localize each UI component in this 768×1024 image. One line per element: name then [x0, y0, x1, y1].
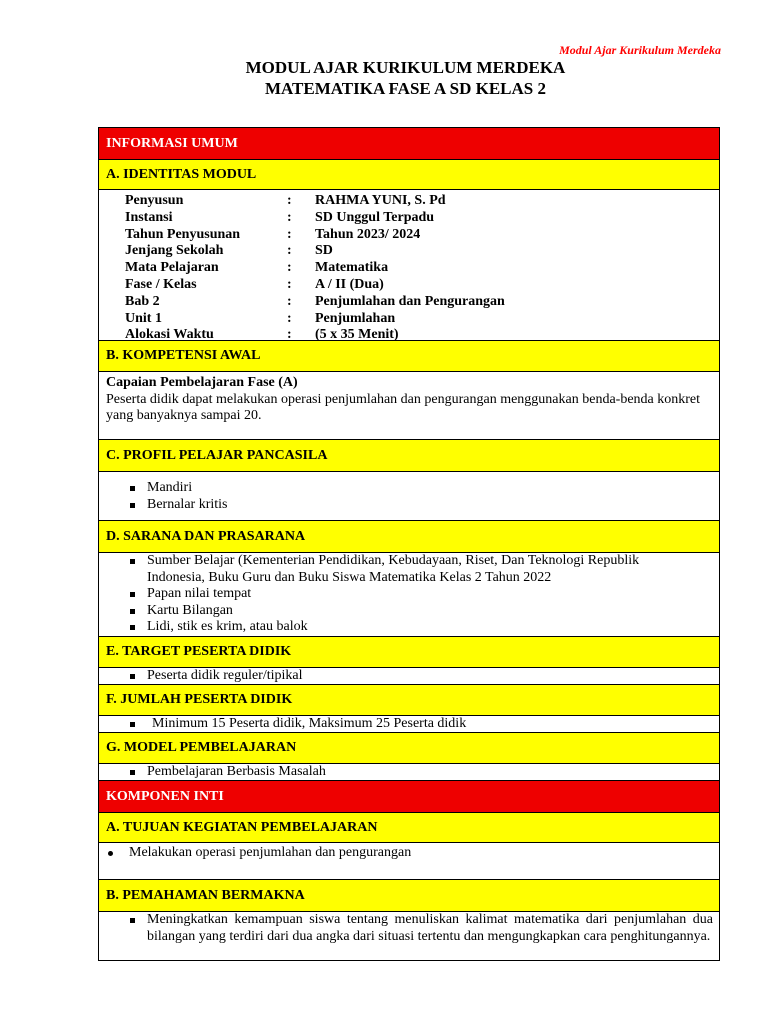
- identitas-row: [99, 210, 719, 227]
- list-item: Peserta didik reguler/tipikal: [99, 668, 719, 685]
- identitas-value: Tahun 2023/ 2024: [315, 226, 421, 242]
- kompetensi-awal-body: [99, 372, 719, 440]
- identitas-label: Alokasi Waktu: [125, 327, 214, 343]
- list-item: Melakukan operasi penjumlahan dan pengurangan: [99, 845, 719, 862]
- capaian-subheading: Capaian Pembelajaran Fase (A): [106, 375, 298, 390]
- identitas-value: A / II (Dua): [315, 276, 384, 292]
- list-item: Minimum 15 Peserta didik, Maksimum 25 Peserta didik: [99, 716, 719, 733]
- list-item: Bernalar kritis: [99, 497, 719, 514]
- heading-pemahaman-bermakna: B. PEMAHAMAN BERMAKNA: [99, 880, 719, 912]
- identitas-colon: :: [287, 327, 292, 343]
- identitas-label: Tahun Penyusunan: [125, 226, 241, 242]
- running-header: Modul Ajar Kurikulum Merdeka: [559, 43, 721, 57]
- identitas-row: [99, 243, 719, 260]
- identitas-colon: :: [287, 193, 292, 208]
- module-table: [98, 127, 720, 961]
- pemahaman-body: [99, 912, 719, 961]
- heading-tujuan-kegiatan: A. TUJUAN KEGIATAN PEMBELAJARAN: [99, 813, 719, 843]
- heading-sarana-prasarana: D. SARANA DAN PRASARANA: [99, 521, 719, 553]
- capaian-text: Peserta didik dapat melakukan operasi penjumlahan dan pengurangan menggunakan benda-benda konkret yang banyaknya sampai 20.: [106, 391, 701, 423]
- sarana-body: [99, 553, 719, 637]
- identitas-row: [99, 193, 719, 210]
- identitas-label: Bab 2: [125, 293, 160, 309]
- identitas-row: [99, 227, 719, 244]
- document-title: [0, 57, 768, 99]
- list-item: Kartu Bilangan: [99, 603, 697, 620]
- identitas-row: [99, 277, 719, 294]
- model-body: [99, 764, 719, 781]
- identitas-colon: :: [287, 226, 292, 242]
- identitas-colon: :: [287, 293, 292, 309]
- identitas-colon: :: [287, 209, 292, 225]
- identitas-value: SD: [315, 243, 333, 259]
- identitas-label: Penyusun: [125, 193, 184, 208]
- heading-target-peserta: E. TARGET PESERTA DIDIK: [99, 637, 719, 668]
- list-item: Lidi, stik es krim, atau balok: [99, 619, 697, 636]
- identitas-row: [99, 260, 719, 277]
- list-item: Sumber Belajar (Kementerian Pendidikan, Kebudayaan, Riset, Dan Teknologi Republik Indonesia, Buku Guru dan Buku Siswa Matematika Kelas 2 Tahun 2022: [99, 553, 697, 586]
- heading-identitas-modul: A. IDENTITAS MODUL: [99, 160, 719, 190]
- target-body: [99, 668, 719, 685]
- list-item: Papan nilai tempat: [99, 586, 697, 603]
- identitas-colon: :: [287, 276, 292, 292]
- title-line-2: MATEMATIKA FASE A SD KELAS 2: [264, 79, 547, 98]
- identitas-value: Matematika: [315, 260, 389, 276]
- identitas-label: Instansi: [125, 209, 173, 225]
- identitas-label: Mata Pelajaran: [125, 260, 219, 276]
- list-item: Meningkatkan kemampuan siswa tentang menuliskan kalimat matematika dari penjumlahan dua bilangan yang terdiri dari dua angka dari situasi tertentu dan mengungkapkan cara penghitungannya.: [99, 912, 713, 945]
- title-line-1: MODUL AJAR KURIKULUM MERDEKA: [245, 58, 566, 77]
- identitas-value: (5 x 35 Menit): [315, 327, 399, 343]
- identitas-value: SD Unggul Terpadu: [315, 209, 435, 225]
- section-informasi-umum: INFORMASI UMUM: [99, 128, 719, 160]
- jumlah-body: [99, 716, 719, 733]
- list-item: Pembelajaran Berbasis Masalah: [99, 764, 719, 781]
- identitas-label: Jenjang Sekolah: [125, 243, 224, 259]
- identitas-body: [99, 190, 719, 341]
- identitas-value: Penjumlahan: [315, 310, 396, 326]
- identitas-colon: :: [287, 243, 292, 259]
- identitas-row: [99, 311, 719, 328]
- section-komponen-inti: KOMPONEN INTI: [99, 781, 719, 813]
- identitas-row: [99, 327, 719, 344]
- identitas-value: Penjumlahan dan Pengurangan: [315, 293, 505, 309]
- heading-model-pembelajaran: G. MODEL PEMBELAJARAN: [99, 733, 719, 764]
- identitas-value: RAHMA YUNI, S. Pd: [315, 193, 446, 208]
- profil-body: [99, 472, 719, 521]
- identitas-label: Fase / Kelas: [125, 276, 197, 292]
- identitas-colon: :: [287, 260, 292, 276]
- identitas-label: Unit 1: [125, 310, 162, 326]
- heading-kompetensi-awal: B. KOMPETENSI AWAL: [99, 341, 719, 372]
- identitas-colon: :: [287, 310, 292, 326]
- tujuan-body: [99, 843, 719, 880]
- heading-jumlah-peserta: F. JUMLAH PESERTA DIDIK: [99, 685, 719, 716]
- identitas-row: [99, 294, 719, 311]
- list-item: Mandiri: [99, 480, 719, 497]
- heading-profil-pelajar: C. PROFIL PELAJAR PANCASILA: [99, 440, 719, 472]
